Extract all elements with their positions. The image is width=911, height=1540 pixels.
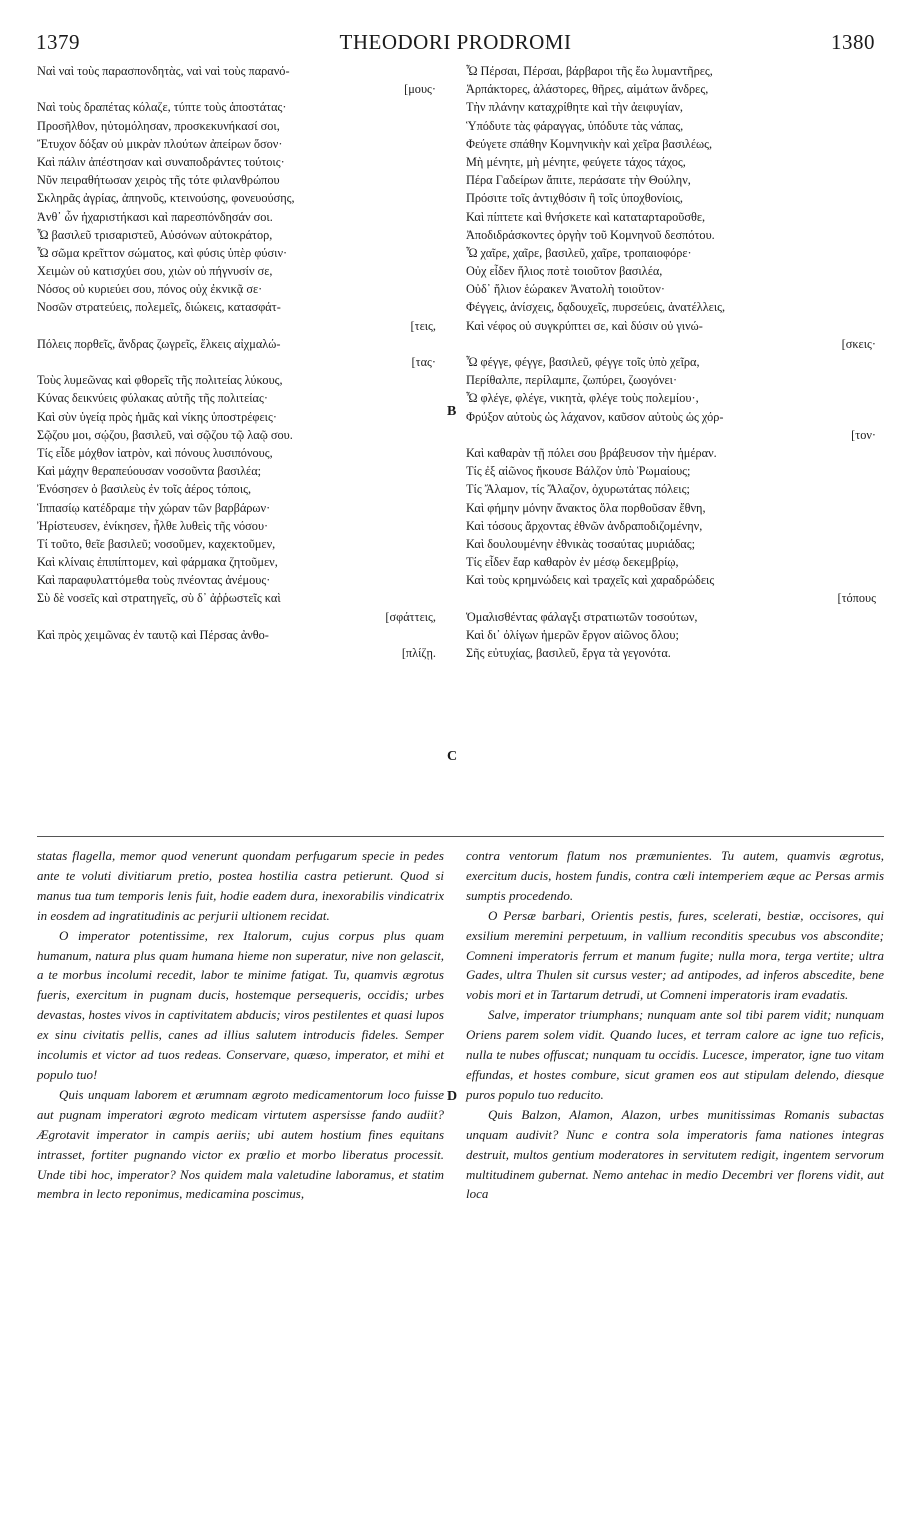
running-title: THEODORI PRODROMI [339, 30, 572, 54]
verse-line: Καὶ τοὺς κρημνώδεις καὶ τραχεῖς καὶ χαραδρώδεις [466, 573, 715, 588]
verse-line: Τὴν πλάνην καταχρίθητε καὶ τὴν ἀειφυγίαν, [466, 100, 683, 115]
latin-paragraph: O Persæ barbari, Orientis pestis, fures, scelerati, bestiæ, occisores, qui exsilium meremini perpetuum, in vallium reconditis specubus vos abscondite; Comneni imperatoris ferrum et manum fugite; nulla mora, terga vertite; ultra Gades, ultra Thulen sit cursus vester; ad antipodes, ad inferos abscedite, bene vobis mori et in Tartarum detrudi, ut Comneni imperatoris iram evadatis. [466, 907, 884, 1003]
verse-line: Καὶ πρὸς χειμῶνας ἐν ταυτῷ καὶ Πέρσας ἀνθο- [37, 627, 269, 642]
verse-line: Καὶ φήμην μόνην ἄνακτος ὅλα πορθοῦσαν ἔθνη, [466, 500, 706, 515]
latin-paragraph: Quis unquam laborem et ærumnam ægroto medicamentorum loco fuisse aut pugnam imperatori ægroto medicam virtutem aspersisse fando audiit? Ægrotavit imperator in campis aeriis; ubi autem hostium fines equitans intrasset, fortiter pugnando victor ex prœlio et morbo liberatus processit. Unde tibi hoc, imperator? Nos quidem mala valetudine laboramus, et statim membra in lecto reponimus, medicamina poscimus, [37, 1086, 444, 1202]
verse-line: Ἱππασίῳ κατέδραμε τὴν χώραν τῶν βαρβάρων· [37, 500, 271, 515]
verse-line: Καὶ πίπτετε καὶ θνήσκετε καὶ καταταρταροῦσθε, [466, 209, 706, 224]
verse-line: Μὴ μένητε, μὴ μένητε, φεύγετε τάχος τάχος, [466, 154, 686, 169]
verse-line: Ὁμαλισθέντας φάλαγξι στρατιωτῶν τοσούτων, [466, 609, 698, 624]
verse-line: Τοὺς λυμεῶνας καὶ φθορεῖς τῆς πολιτείας λύκους, [37, 373, 283, 388]
verse-line: Καὶ καθαρὰν τῇ πόλει σου βράβευσον τὴν ἡμέραν. [466, 445, 717, 460]
verse-line: Καὶ δι᾽ ὀλίγων ἡμερῶν ἔργον αἰῶνος ὅλου; [466, 627, 679, 642]
verse-line: Τίς εἶδεν ἔαρ καθαρὸν ἐν μέσῳ δεκεμβρίῳ, [466, 555, 679, 570]
verse-line: Ὑπόδυτε τὰς φάραγγας, ὑπόδυτε τὰς νάπας, [466, 118, 684, 133]
verse-line: Προσῆλθον, ηὐτομόλησαν, προσκεκυνήκασί σοι, [37, 118, 280, 133]
verse-line: Τίς εἶδε μόχθον ἰατρὸν, καὶ πόνους λυσιπόνους, [37, 445, 273, 460]
verse-line: Σὺ δὲ νοσεῖς καὶ στρατηγεῖς, σὺ δ᾽ ἀῤῥωστεῖς καὶ [37, 591, 281, 606]
verse-line: [σφάττεις, [385, 609, 436, 624]
verse-line: Ἀνθ᾽ ὧν ἠχαριστήκασι καὶ παρεσπόνδησάν σοι. [37, 209, 273, 224]
margin-letter-c: C [447, 749, 458, 764]
verse-line: Καὶ σὺν ὑγείᾳ πρὸς ἡμᾶς καὶ νίκης ὑποστρέφεις· [37, 409, 277, 424]
latin-paragraph: statas flagella, memor quod venerunt quondam perfugarum specie in pedes ante te voluti divitiarum pretio, postea hostilia castra petierunt. Quod si manus tua tum temporis lenis fuit, hodie eadem dura, inexorabilis vindicatrix in eosdem ad ingratitudinis ac perjurii ultionem recidat. [37, 848, 444, 923]
verse-line: Τίς Ἄλαμον, τίς Ἄλαζον, ὀχυρωτάτας πόλεις; [466, 482, 690, 497]
verse-line: Τίς ἐξ αἰῶνος ἤκουσε Βάλζον ὑπὸ Ῥωμαίους; [466, 464, 691, 479]
verse-line: Ἀποδιδράσκοντες ὀργὴν τοῦ Κομνηνοῦ δεσπότου. [466, 227, 715, 242]
verse-line: [πλίζῃ. [401, 646, 436, 660]
margin-letter-b: B [447, 404, 457, 419]
page-header [36, 30, 875, 60]
verse-line: Νοσῶν στρατεύεις, πολεμεῖς, διώκεις, κατασφάτ- [37, 300, 281, 315]
verse-line: [σκεις· [841, 336, 876, 351]
latin-translation-left-column [37, 846, 444, 1204]
latin-paragraph: contra ventorum flatum nos præmunientes. Tu autem, quamvis ægrotus, exercitum ducis, hostem fundis, contra cœli intemperiem æque ac Persas armis sumptis procedendo. [466, 848, 884, 903]
latin-paragraph: Salve, imperator triumphans; nunquam ante sol tibi parem vidit; nunquam Oriens parem solem vidit. Quando luces, et terram calore ac igne tuo reficis, nulla te nubes offuscat; nunquam tu occidis. Lucesce, imperator, igne tuo vitam effundas, et hostes combure, sicut gramen eos aut stipulam delendo, diesque puros populo tuo reducito. [466, 1007, 884, 1102]
verse-line: [μους· [404, 82, 436, 97]
verse-line: Ἠρίστευσεν, ἐνίκησεν, ἦλθε λυθεὶς τῆς νόσου· [37, 518, 269, 533]
verse-line: Οὐδ᾽ ἥλιον ἑώρακεν Ἀνατολὴ τοιοῦτον· [466, 282, 665, 297]
verse-line: Σῆς εὐτυχίας, βασιλεῦ, ἔργα τὰ γεγονότα. [466, 646, 671, 660]
verse-line: Οὐχ εἶδεν ἥλιος ποτὲ τοιοῦτον βασιλέα, [466, 264, 663, 279]
page-number-right: 1380 [831, 30, 875, 54]
verse-line: Τί τοῦτο, θεῖε βασιλεῦ; νοσοῦμεν, καχεκτοῦμεν, [37, 536, 276, 551]
verse-line: Φεύγετε σπάθην Κομνηνικὴν καὶ χεῖρα βασιλέως, [466, 136, 713, 151]
verse-line: Χειμὼν οὐ κατισχύει σου, χιὼν οὐ πήγνυσίν σε, [37, 264, 273, 279]
verse-line: [τεις, [410, 318, 436, 333]
verse-line: Καὶ παραφυλαττόμεθα τοὺς πνέοντας ἀνέμους· [37, 573, 271, 588]
verse-line: Κύνας δεικνύεις φύλακας αὐτῆς τῆς πολιτείας· [37, 391, 268, 406]
margin-letter-d: D [447, 1089, 458, 1104]
verse-line: Πέρα Γαδείρων ἄπιτε, περάσατε τὴν Θούλην, [466, 173, 691, 188]
verse-line: Ναὶ ναὶ τοὺς παρασπονδητὰς, ναὶ ναὶ τοὺς παρανό- [37, 64, 290, 78]
verse-line: Ἐνόσησεν ὁ βασιλεὺς ἐν τοῖς ἀέρος τόποις, [37, 482, 252, 497]
verse-line: Ναὶ τοὺς δραπέτας κόλαζε, τύπτε τοὺς ἀποστάτας· [37, 100, 287, 115]
verse-line: Ὦ φέγγε, φέγγε, βασιλεῦ, φέγγε τοῖς ὑπὸ χεῖρα, [466, 355, 700, 369]
verse-line: Φρύξον αὐτοὺς ὡς λάχανον, καῦσον αὐτοὺς ὡς χόρ- [466, 409, 724, 424]
verse-line: Σῷζου μοι, σῴζου, βασιλεῦ, ναὶ σῷζου τῷ λαῷ σου. [37, 427, 293, 442]
verse-line: Καὶ πάλιν ἀπέστησαν καὶ συναποδράντες τούτοις· [37, 154, 285, 169]
verse-line: [τόπους [837, 591, 876, 606]
verse-line: Καὶ τόσους ἄρχοντας ἐθνῶν ἀνδραποδιζομένην, [466, 518, 703, 533]
page-number-left: 1379 [36, 30, 80, 54]
latin-translation-right-column [466, 846, 884, 1204]
latin-paragraph: O imperator potentissime, rex Italorum, cujus corpus plus quam humanum, natura plus quam humana hieme non superatur, nive non gelascit, a te morbus incolumi recedit, labor te minime fatigat. Tu, quamvis ægrotus fueris, exercitum in pugnam ducis, hostemque persequeris, occidis; urbes devastas, hostes vivos in captivitatem abducis; viros pestilentes et quasi lupos ex sinu civitatis pellis, canes ad illius salutem introducis fideles. Semper incolumis et victor ad tuos redeas. Conservare, quæso, imperator, et mihi et populo tuo! [37, 927, 444, 1082]
verse-line: [τον· [851, 427, 876, 442]
greek-text-right-column [466, 62, 884, 662]
verse-line: Ὦ Πέρσαι, Πέρσαι, βάρβαροι τῆς ἕω λυμαντῆρες, [466, 64, 713, 78]
verse-line: Πρόσιτε τοῖς ἀντιχθόσιν ἢ τοῖς ὑποχθονίοις, [466, 191, 684, 206]
verse-line: Φέγγεις, ἀνίσχεις, δᾳδουχεῖς, πυρσεύεις, ἀνατέλλεις, [466, 300, 726, 315]
verse-line: Καὶ κλίναις ἐπιπίπτομεν, καὶ φάρμακα ζητοῦμεν, [37, 555, 278, 570]
verse-line: Περίθαλπε, περίλαμπε, ζωπύρει, ζωογόνει· [466, 373, 678, 388]
verse-line: Ὦ χαῖρε, χαῖρε, βασιλεῦ, χαῖρε, τροπαιοφόρε· [466, 245, 692, 260]
verse-line: Νῦν πειραθήτωσαν χειρὸς τῆς τότε φιλανθρώπου [37, 173, 280, 188]
verse-line: Ὦ φλέγε, φλέγε, νικητὰ, φλέγε τοὺς πολεμίου·, [466, 391, 699, 406]
verse-line: Ἔτυχον δόξαν οὐ μικρὰν πλούτων ἀπείρων ὅσον· [37, 136, 283, 151]
verse-line: Ἁρπάκτορες, ἀλάστορες, θῆρες, αἱμάτων ἄνδρες, [466, 82, 709, 97]
verse-line: Καὶ δουλουμένην ἐθνικὰς τοσαύτας μυριάδας; [466, 536, 696, 551]
greek-text-left-column [37, 62, 444, 662]
verse-line: Καὶ μάχην θεραπεύουσαν νοσοῦντα βασιλέα; [37, 464, 262, 479]
verse-line: Ὦ βασιλεῦ τρισαριστεῦ, Αὐσόνων αὐτοκράτορ, [37, 227, 273, 242]
verse-line: Ὦ σῶμα κρεῖττον σώματος, καὶ φύσις ὑπὲρ φύσιν· [37, 245, 288, 260]
verse-line: Νόσος οὐ κυριεύει σου, πόνος οὐχ ἐκνικᾷ σε· [37, 282, 263, 297]
verse-line: Καὶ νέφος οὐ συγκρύπτει σε, καὶ δύσιν οὐ γινώ- [466, 318, 703, 333]
verse-line: Πόλεις πορθεῖς, ἄνδρας ζωγρεῖς, ἕλκεις αἰχμαλώ- [37, 336, 281, 351]
column-divider-rule [37, 836, 884, 837]
verse-line: [τας· [411, 355, 436, 369]
verse-line: Σκληρᾶς ἀγρίας, ἀπηνοῦς, κτεινούσης, φονευούσης, [37, 191, 295, 206]
latin-paragraph: Quis Balzon, Alamon, Alazon, urbes munitissimas Romanis subactas unquam audivit? Nunc e contra sola imperatoris fama nationes integras destruit, multos gentium moderatores in servitutem redigit, ingentem servorum multitudinem gubernat. Nemo antehac in medio Decembri ver florens vidit, aut loca [466, 1106, 884, 1202]
